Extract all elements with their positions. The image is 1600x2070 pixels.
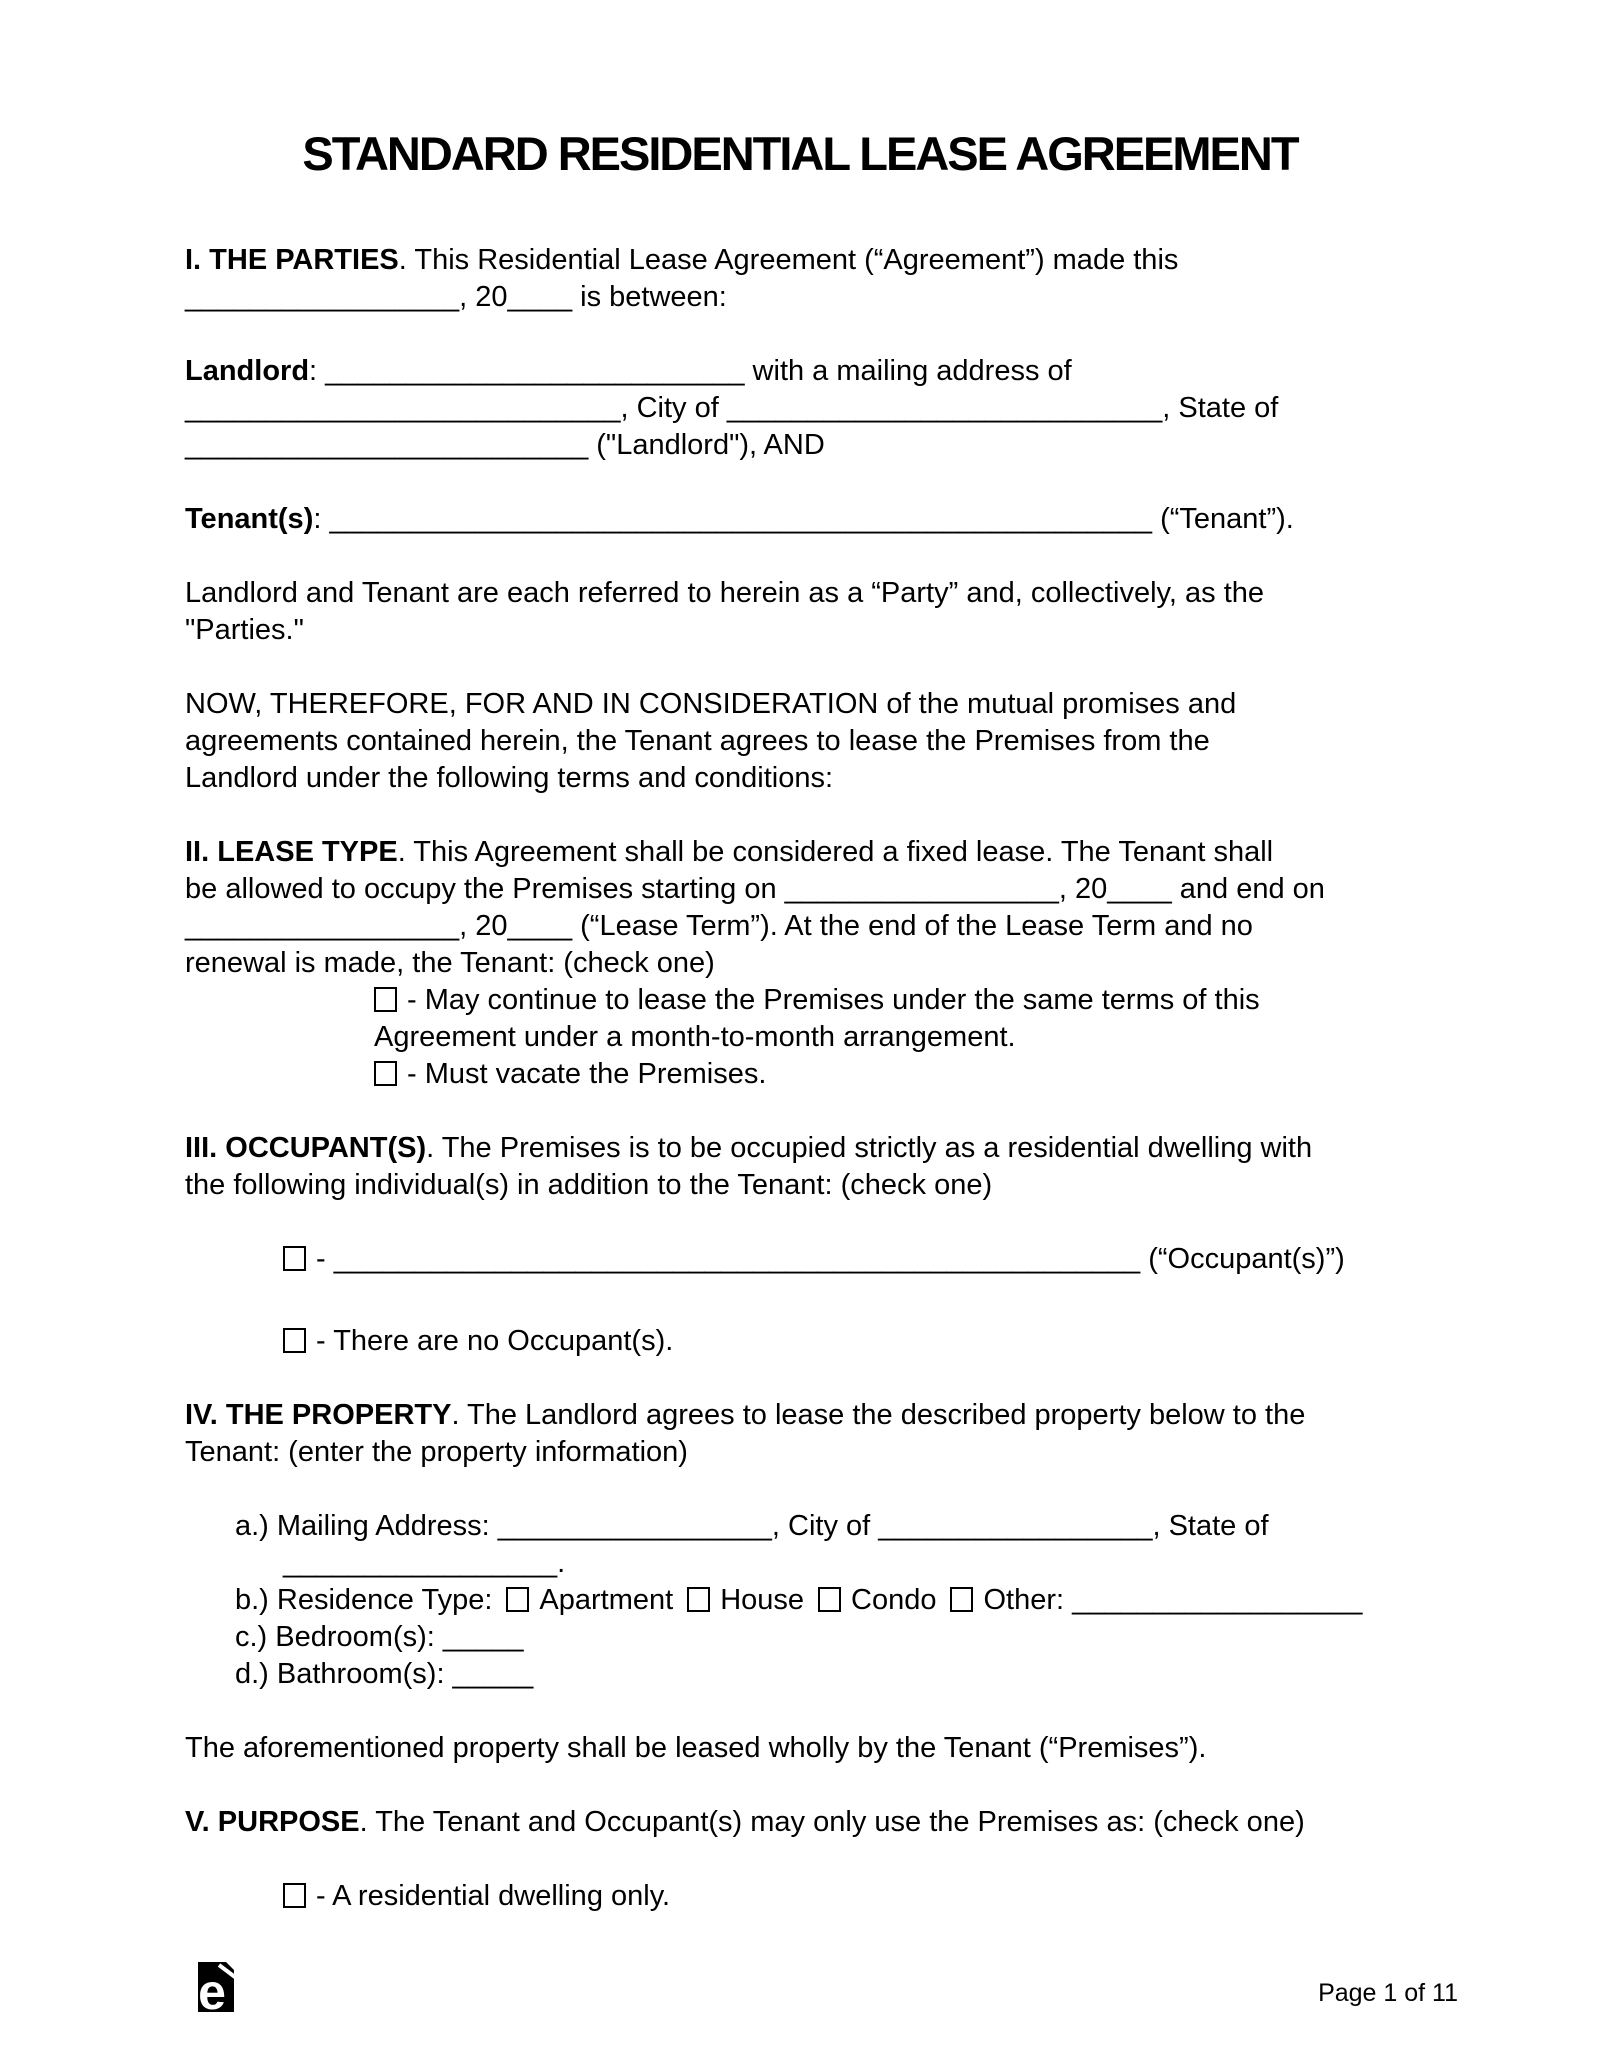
other-blank: Other: __________________ — [983, 1584, 1363, 1616]
property-item-bathrooms: d.) Bathroom(s): _____ — [235, 1658, 534, 1690]
checkbox-other-icon[interactable] — [950, 1587, 973, 1612]
section-heading: IV. THE PROPERTY — [185, 1399, 452, 1431]
section-lead-text: . The Landlord agrees to lease the described property below to the — [451, 1399, 1306, 1431]
checkbox-apartment-icon[interactable] — [506, 1587, 529, 1612]
property-detail-list — [185, 1508, 1415, 1693]
paragraph-consideration — [185, 686, 1415, 797]
document-title: STANDARD RESIDENTIAL LEASE AGREEMENT — [302, 127, 1298, 180]
option-label: - Must vacate the Premises. — [407, 1058, 767, 1090]
landlord-address-blank-line: ___________________________, City of ___________________________, State of — [185, 392, 1279, 424]
page-number-label: Page 1 of 11 — [1318, 1979, 1458, 2007]
paragraph-text: The aforementioned property shall be leased wholly by the Tenant (“Premises”). — [185, 1732, 1207, 1764]
no-occupants-option[interactable] — [283, 1323, 1415, 1360]
paragraph-text: NOW, THEREFORE, FOR AND IN CONSIDERATION of the mutual promises and — [185, 688, 1237, 720]
lease-option-month-to-month[interactable] — [374, 982, 1415, 1019]
section-the-parties — [185, 242, 1415, 316]
landlord-label: Landlord — [185, 355, 310, 387]
residence-option-other[interactable] — [950, 1584, 1362, 1616]
checkbox-no-occupants-icon[interactable] — [283, 1328, 306, 1353]
paragraph-text: Landlord under the following terms and conditions: — [185, 762, 834, 794]
landlord-state-blank-line: _________________________ ("Landlord"), AND — [185, 429, 825, 461]
tenant-name-blank: : ___________________________________________________ (“Tenant”). — [313, 503, 1294, 535]
section-purpose — [185, 1804, 1415, 1841]
section-lead-text: . The Premises is to be occupied strictly as a residential dwelling with — [426, 1132, 1313, 1164]
section-heading: II. LEASE TYPE — [185, 836, 398, 868]
property-lead-wrap: Tenant: (enter the property information) — [185, 1436, 688, 1468]
property-item-mailing-address-wrap: _________________. — [283, 1547, 566, 1579]
option-label: - There are no Occupant(s). — [316, 1325, 674, 1357]
option-label: - May continue to lease the Premises under the same terms of this — [407, 984, 1260, 1016]
lease-option-must-vacate[interactable] — [374, 1056, 1415, 1093]
option-label: - A residential dwelling only. — [316, 1880, 671, 1912]
lease-check-one-line: renewal is made, the Tenant: (check one) — [185, 947, 715, 979]
section-occupants — [185, 1130, 1415, 1204]
section-lead-text: . The Tenant and Occupant(s) may only use the Premises as: (check one) — [359, 1806, 1305, 1838]
section-lead-text: . This Agreement shall be considered a fixed lease. The Tenant shall — [397, 836, 1274, 868]
property-item-bedrooms: c.) Bedroom(s): _____ — [235, 1621, 524, 1653]
section-heading: I. THE PARTIES — [185, 244, 399, 276]
logo-letter: e — [198, 1963, 226, 2020]
checkbox-occupant-names-icon[interactable] — [283, 1246, 306, 1271]
residential-dwelling-option[interactable] — [283, 1878, 1415, 1915]
section-lead-text: . This Residential Lease Agreement (“Agreement”) made this — [398, 244, 1179, 276]
section-heading: III. OCCUPANT(S) — [185, 1132, 427, 1164]
eforms-logo — [198, 1962, 234, 2020]
occupants-check-one-line: the following individual(s) in addition to the Tenant: (check one) — [185, 1169, 993, 1201]
landlord-name-blank: : __________________________ with a mailing address of — [309, 355, 1072, 387]
lease-start-blank-line: be allowed to occupy the Premises starting on _________________, 20____ and end on — [185, 873, 1325, 905]
tenant-label: Tenant(s) — [185, 503, 314, 535]
lease-type-options — [185, 982, 1415, 1093]
checkbox-house-icon[interactable] — [687, 1587, 710, 1612]
occupant-names-blank: - __________________________________________________ (“Occupant(s)”) — [316, 1243, 1345, 1275]
property-item-mailing-address: a.) Mailing Address: _________________, City of _________________, State of — [235, 1510, 1269, 1542]
section-heading: V. PURPOSE — [185, 1806, 360, 1838]
section-lease-type — [185, 834, 1415, 982]
occupant-names-option[interactable] — [283, 1241, 1415, 1278]
checkbox-must-vacate-icon[interactable] — [374, 1061, 397, 1086]
paragraph-text: Landlord and Tenant are each referred to herein as a “Party” and, collectively, as the — [185, 577, 1265, 609]
residence-option-condo[interactable] — [818, 1584, 936, 1616]
paragraph-text: "Parties." — [185, 614, 304, 646]
parties-date-blank-line: _________________, 20____ is between: — [185, 281, 727, 313]
section-landlord — [185, 353, 1415, 464]
residence-type-label: b.) Residence Type: — [235, 1584, 493, 1616]
checkbox-condo-icon[interactable] — [818, 1587, 841, 1612]
option-label: Apartment — [539, 1584, 674, 1616]
option-label-wrap: Agreement under a month-to-month arrangement. — [374, 1021, 1016, 1053]
lease-end-blank-line: _________________, 20____ (“Lease Term”). At the end of the Lease Term and no — [185, 910, 1253, 942]
section-tenant — [185, 501, 1415, 538]
property-item-residence-type — [235, 1582, 1415, 1619]
option-label: House — [720, 1584, 805, 1616]
option-label: Condo — [851, 1584, 937, 1616]
residence-option-apartment[interactable] — [506, 1584, 673, 1616]
checkbox-continue-month-to-month-icon[interactable] — [374, 987, 397, 1012]
checkbox-residential-dwelling-icon[interactable] — [283, 1883, 306, 1908]
paragraph-premises-note — [185, 1730, 1415, 1767]
paragraph-text: agreements contained herein, the Tenant agrees to lease the Premises from the — [185, 725, 1210, 757]
paragraph-parties-collective — [185, 575, 1415, 649]
residence-option-house[interactable] — [687, 1584, 804, 1616]
section-the-property — [185, 1397, 1415, 1471]
